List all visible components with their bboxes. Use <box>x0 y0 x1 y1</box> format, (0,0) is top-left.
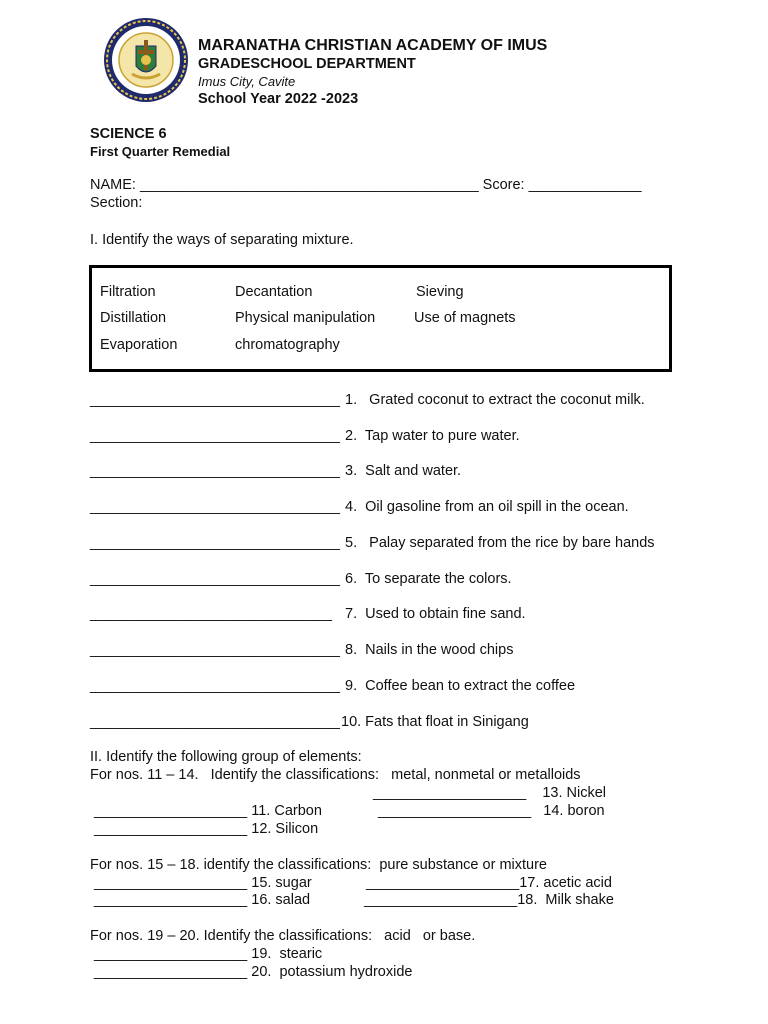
department-name: GRADESCHOOL DEPARTMENT <box>198 56 416 72</box>
question-text: 3. Salt and water. <box>345 463 462 479</box>
item-15[interactable]: ___________________ 15. sugar <box>94 875 312 891</box>
answer-blank[interactable]: _______________________________ <box>90 642 340 658</box>
choice-item: Decantation <box>235 284 313 300</box>
choice-item: Evaporation <box>100 337 178 353</box>
question-text: 9. Coffee bean to extract the coffee <box>345 678 576 694</box>
item-16[interactable]: ___________________ 16. salad <box>94 892 311 908</box>
question-text: 8. Nails in the wood chips <box>345 642 514 658</box>
item-17[interactable]: ___________________17. acetic acid <box>366 875 612 891</box>
choices-box <box>89 265 672 372</box>
answer-blank[interactable]: _______________________________ <box>90 678 340 694</box>
item-11[interactable]: ___________________ 11. Carbon <box>94 803 322 819</box>
item-12[interactable]: ___________________ 12. Silicon <box>94 821 319 837</box>
choice-item: Sieving <box>416 284 464 300</box>
answer-blank[interactable]: _______________________________ <box>90 392 340 408</box>
question-text: 10. Fats that float in Sinigang <box>341 714 529 730</box>
answer-blank[interactable]: ______________________________ <box>90 606 332 622</box>
question-text: 2. Tap water to pure water. <box>345 428 520 444</box>
answer-blank[interactable]: _______________________________ <box>90 499 340 515</box>
answer-blank[interactable]: _______________________________ <box>90 714 340 730</box>
part1-instruction: I. Identify the ways of separating mixture. <box>90 232 354 248</box>
question-text: 5. Palay separated from the rice by bare hands <box>345 535 655 551</box>
school-name: MARANATHA CHRISTIAN ACADEMY OF IMUS <box>198 37 548 54</box>
answer-blank[interactable]: _______________________________ <box>90 463 340 479</box>
choice-item: chromatography <box>235 337 340 353</box>
choice-item: Physical manipulation <box>235 310 376 326</box>
school-location: Imus City, Cavite <box>198 74 296 89</box>
school-seal-logo <box>102 16 190 104</box>
answer-blank[interactable]: _______________________________ <box>90 428 340 444</box>
question-text: 6. To separate the colors. <box>345 571 512 587</box>
answer-blank[interactable]: _______________________________ <box>90 571 340 587</box>
name-score-line: NAME: __________________________________________ Score: ______________ <box>90 177 642 193</box>
quarter-title: First Quarter Remedial <box>90 144 231 159</box>
item-14[interactable]: ___________________ 14. boron <box>378 803 605 819</box>
item-13[interactable]: ___________________ 13. Nickel <box>373 785 606 801</box>
question-text: 7. Used to obtain fine sand. <box>345 606 526 622</box>
item-19[interactable]: ___________________ 19. stearic <box>94 946 323 962</box>
choice-item: Use of magnets <box>414 310 516 326</box>
item-18[interactable]: ___________________18. Milk shake <box>364 892 614 908</box>
question-text: 4. Oil gasoline from an oil spill in the ocean. <box>345 499 629 515</box>
choice-item: Filtration <box>100 284 156 300</box>
subject-title: SCIENCE 6 <box>90 126 167 142</box>
item-20[interactable]: ___________________ 20. potassium hydroxide <box>94 964 413 980</box>
group3-instruction: For nos. 19 – 20. Identify the classifications: acid or base. <box>90 928 476 944</box>
part2-instruction: II. Identify the following group of elements: <box>90 749 362 765</box>
choice-item: Distillation <box>100 310 167 326</box>
section-label: Section: <box>90 195 143 211</box>
question-text: 1. Grated coconut to extract the coconut milk. <box>345 392 645 408</box>
group1-instruction: For nos. 11 – 14. Identify the classifications: metal, nonmetal or metalloids <box>90 767 581 783</box>
group2-instruction: For nos. 15 – 18. identify the classifications: pure substance or mixture <box>90 857 547 873</box>
answer-blank[interactable]: _______________________________ <box>90 535 340 551</box>
school-year: School Year 2022 -2023 <box>198 91 359 107</box>
